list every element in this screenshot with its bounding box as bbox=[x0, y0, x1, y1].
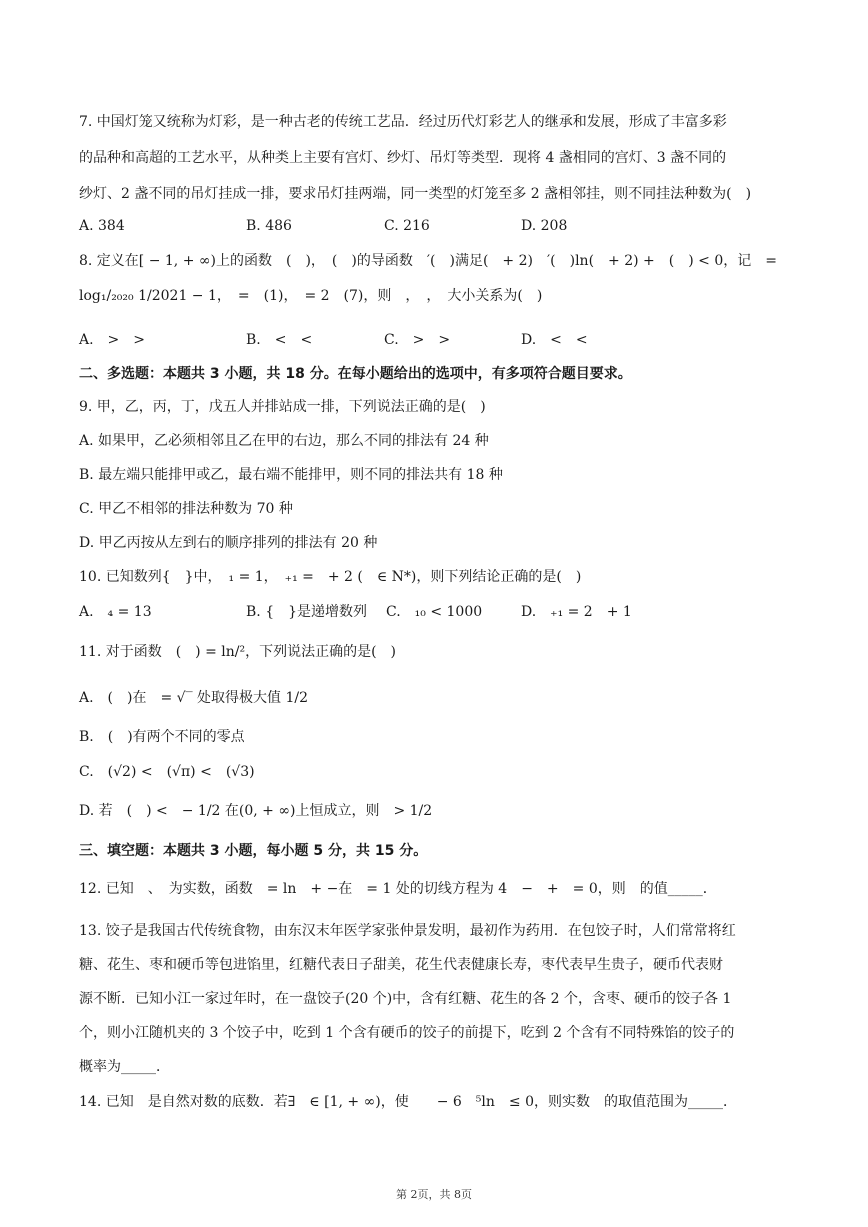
q12-text: 12. 已知 、 为实数，函数 = ln + −在 = 1 处的切线方程为 4 − + = 0，则 的值_____． bbox=[79, 881, 717, 897]
q13-line2: 糖、花生、枣和硬币等包进馅里，红糖代表日子甜美，花生代表健康长寿，枣代表早生贵子，硬币代表财 bbox=[79, 957, 723, 973]
q8-option-a: A. > > bbox=[79, 332, 146, 348]
q10-option-b: B. { }是递增数列 bbox=[246, 604, 368, 620]
section-multiple-choice-heading: 二、多选题：本题共 3 小题，共 18 分。在每小题给出的选项中，有多项符合题目要求。 bbox=[79, 366, 632, 382]
q10-option-a: A. ₄ = 13 bbox=[79, 604, 152, 620]
q11-option-b: B. ( )有两个不同的零点 bbox=[79, 729, 245, 745]
q9-option-b: B. 最左端只能排甲或乙，最右端不能排甲，则不同的排法共有 18 种 bbox=[79, 467, 503, 483]
q7-line1: 7. 中国灯笼又统称为灯彩，是一种古老的传统工艺品．经过历代灯彩艺人的继承和发展，形成了丰富多彩 bbox=[79, 114, 727, 130]
q10-stem: 10. 已知数列{ }中， ₁ = 1， ₊₁ = + 2 ( ∈ N*)，则下列结论正确的是( ) bbox=[79, 569, 582, 585]
q8-option-c: C. > > bbox=[384, 332, 451, 348]
q13-line1: 13. 饺子是我国古代传统食物，由东汉末年医学家张仲景发明，最初作为药用．在包饺子时，人们常常将红 bbox=[79, 923, 736, 939]
q7-option-c: C. 216 bbox=[384, 218, 430, 234]
q7-option-d: D. 208 bbox=[521, 218, 568, 234]
q8-line2: log₁/₂₀₂₀ 1/2021 − 1， = (1)， = 2 (7)，则 ， ， 大小关系为( ) bbox=[79, 288, 543, 304]
q8-option-d: D. < < bbox=[521, 332, 588, 348]
q13-line4: 个，则小江随机夹的 3 个饺子中，吃到 1 个含有硬币的饺子的前提下，吃到 2 个含有不同特殊馅的饺子的 bbox=[79, 1025, 735, 1041]
q11-option-d: D. 若 ( ) < − 1/2 在(0, + ∞)上恒成立，则 > 1/2 bbox=[79, 803, 433, 819]
q13-line5: 概率为_____． bbox=[79, 1059, 170, 1075]
q7-option-b: B. 486 bbox=[246, 218, 292, 234]
q7-option-a: A. 384 bbox=[79, 218, 125, 234]
q11-option-a: A. ( )在 = √‾ 处取得极大值 1/2 bbox=[79, 690, 309, 706]
q10-option-d: D. ₊₁ = 2 + 1 bbox=[521, 604, 632, 620]
q11-stem: 11. 对于函数 ( ) = ln/²，下列说法正确的是( ) bbox=[79, 644, 397, 660]
q8-line1: 8. 定义在[ − 1, + ∞)上的函数 ( )， ( )的导函数 ′( )满足( + 2) ′( )ln( + 2) + ( ) < 0，记 = bbox=[79, 253, 777, 269]
q9-option-d: D. 甲乙丙按从左到右的顺序排列的排法有 20 种 bbox=[79, 535, 378, 551]
q10-option-c: C. ₁₀ < 1000 bbox=[386, 604, 483, 620]
q8-option-b: B. < < bbox=[246, 332, 313, 348]
page-footer: 第 2页，共 8页 bbox=[396, 1188, 472, 1201]
q11-option-c: C. (√2) < (√π) < (√3) bbox=[79, 764, 255, 780]
q9-stem: 9. 甲，乙，丙，丁，戊五人并排站成一排，下列说法正确的是( ) bbox=[79, 399, 486, 415]
q9-option-a: A. 如果甲，乙必须相邻且乙在甲的右边，那么不同的排法有 24 种 bbox=[79, 433, 489, 449]
section-fill-in-heading: 三、填空题：本题共 3 小题，每小题 5 分，共 15 分。 bbox=[79, 843, 428, 859]
q14-text: 14. 已知 是自然对数的底数．若∃ ∈ [1, + ∞)，使 − 6 ⁵ln ≤ 0，则实数 的取值范围为_____． bbox=[79, 1094, 737, 1110]
q7-line3: 纱灯、2 盏不同的吊灯挂成一排，要求吊灯挂两端，同一类型的灯笼至多 2 盏相邻挂，则不同挂法种数为( ) bbox=[79, 186, 752, 202]
q13-line3: 源不断．已知小江一家过年时，在一盘饺子(20 个)中，含有红糖、花生的各 2 个，含枣、硬币的饺子各 1 bbox=[79, 991, 732, 1007]
q7-line2: 的品种和高超的工艺水平，从种类上主要有宫灯、纱灯、吊灯等类型．现将 4 盏相同的宫灯、3 盏不同的 bbox=[79, 150, 727, 166]
q9-option-c: C. 甲乙不相邻的排法种数为 70 种 bbox=[79, 501, 293, 517]
